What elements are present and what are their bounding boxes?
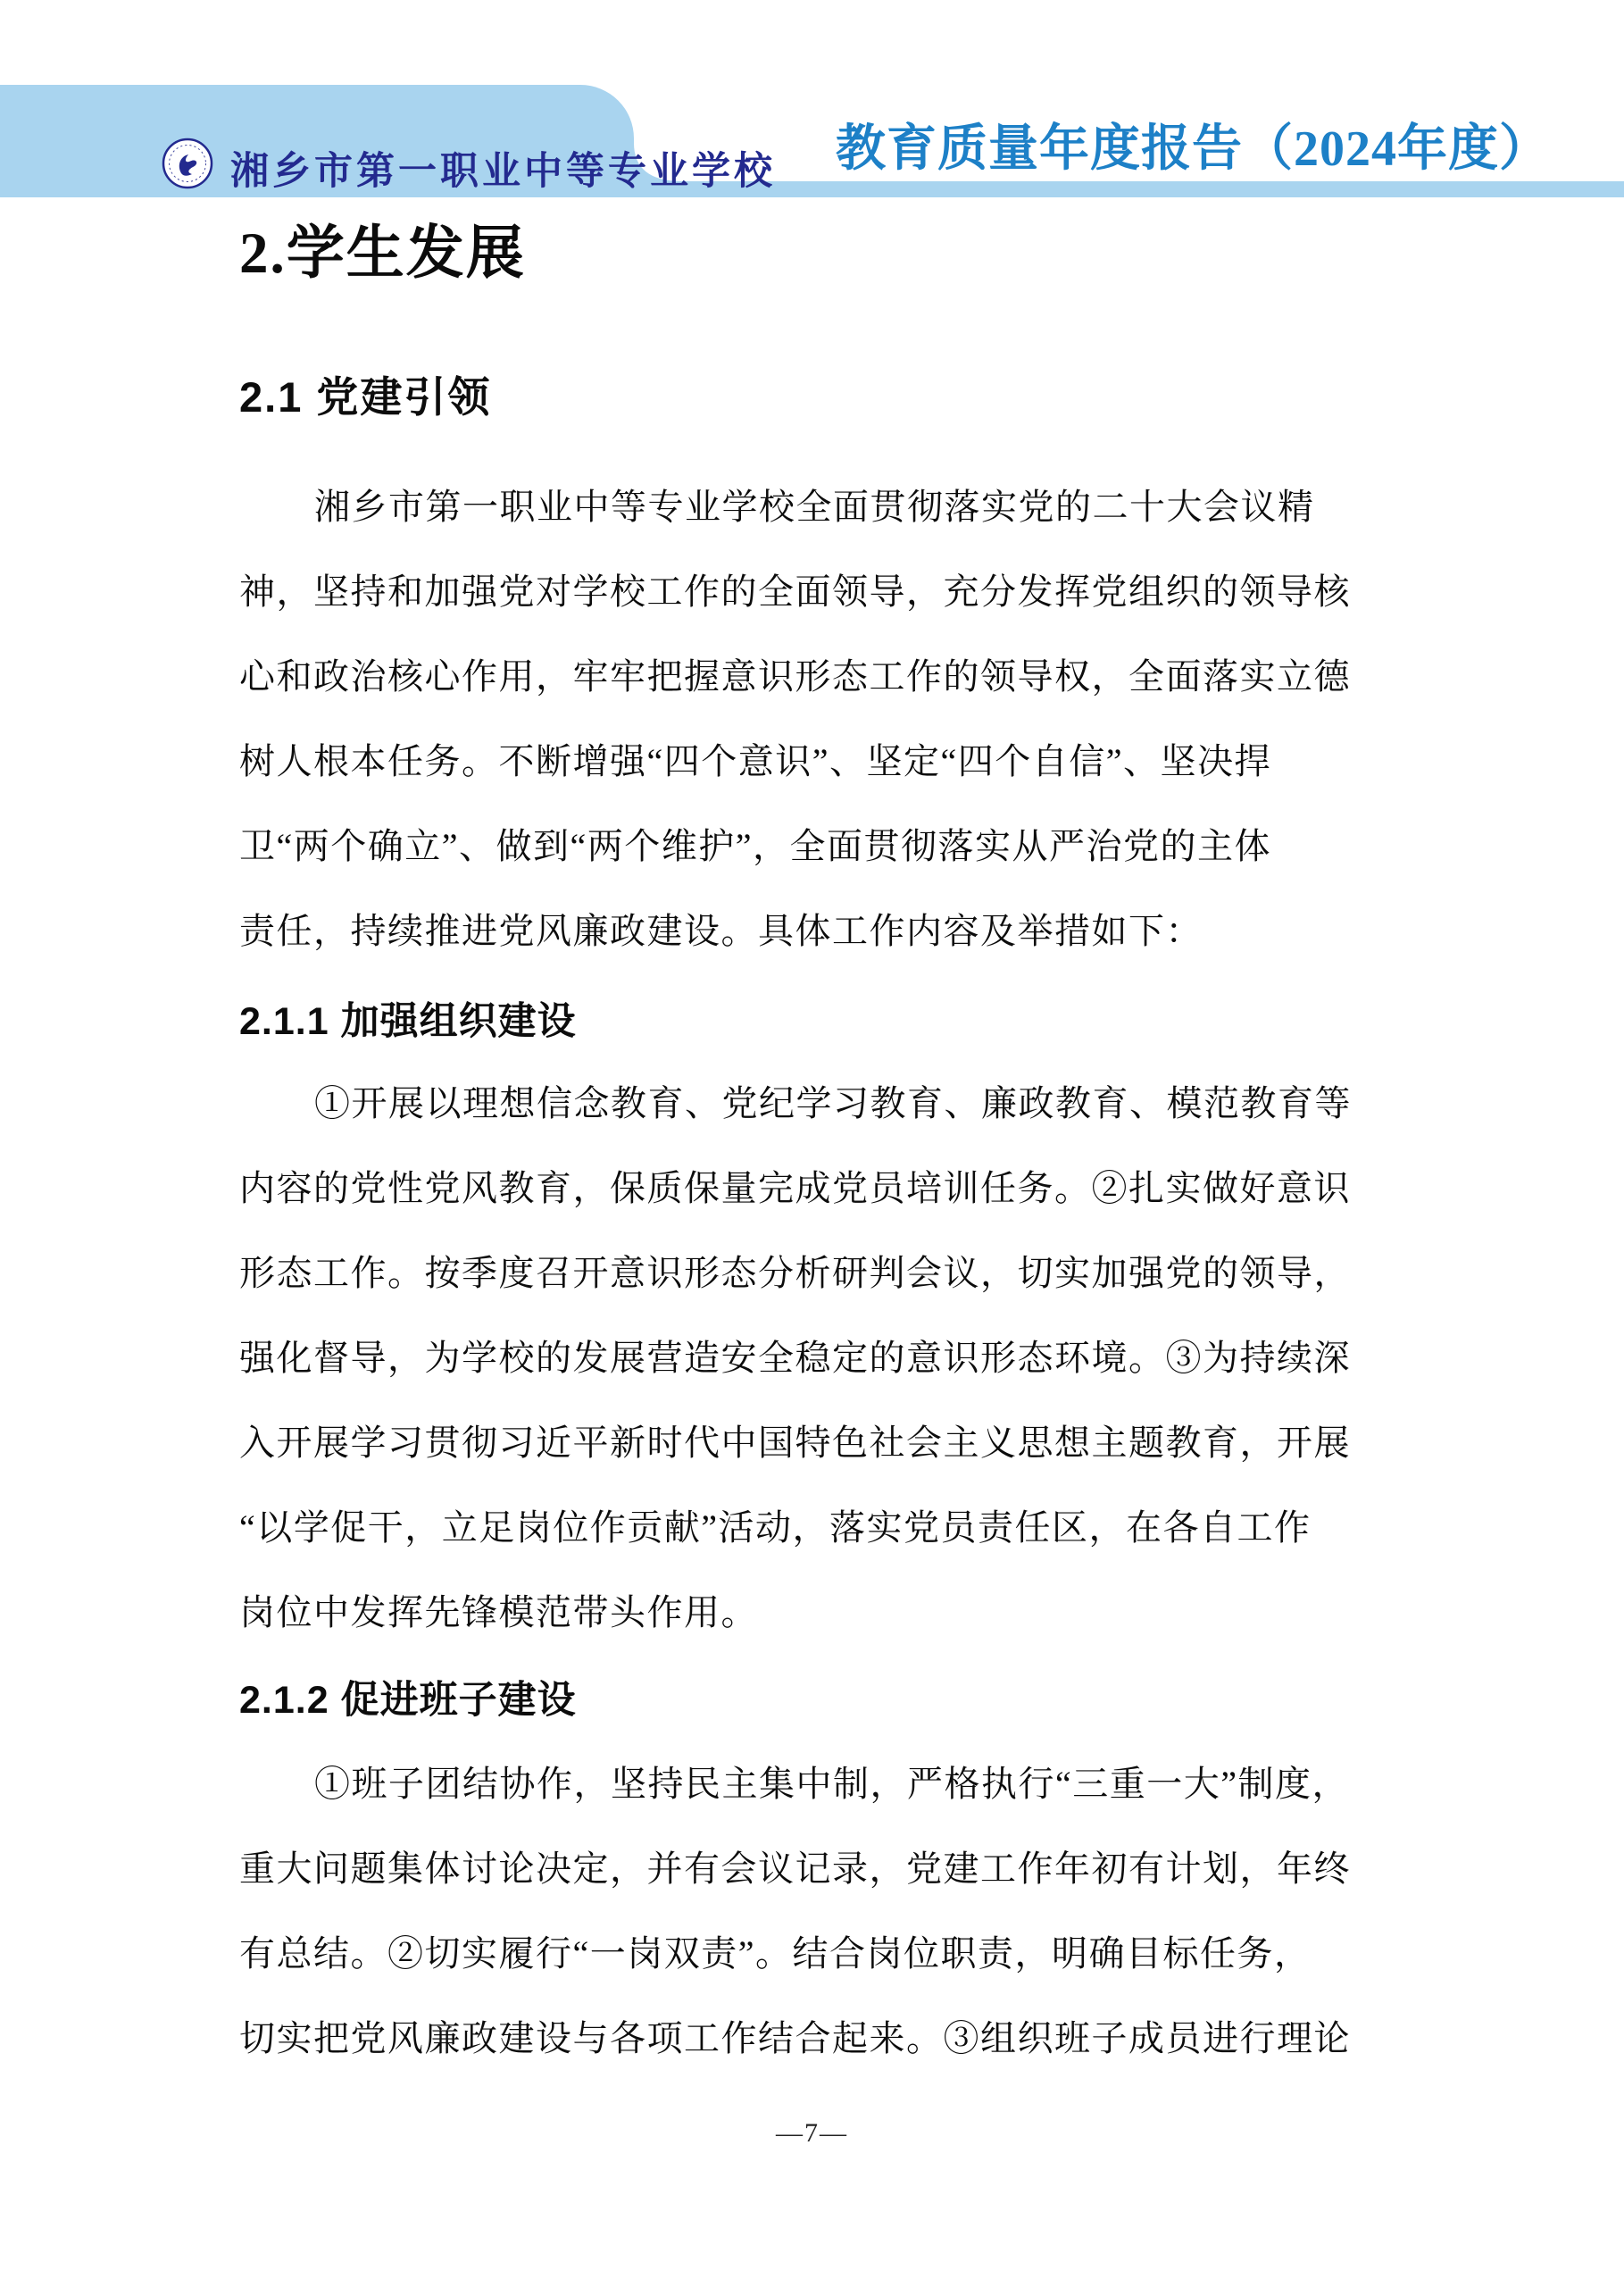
paragraph-line: 切实把党风廉政建设与各项工作结合起来。③组织班子成员进行理论 (239, 2018, 1351, 2058)
paragraph-party-building (239, 464, 1400, 973)
paragraph-line: ①开展以理想信念教育、党纪学习教育、廉政教育、模范教育等 (314, 1083, 1352, 1123)
paragraph-line: 形态工作。按季度召开意识形态分析研判会议，切实加强党的领导， (239, 1253, 1351, 1293)
paragraph-line: 神，坚持和加强党对学校工作的全面领导，充分发挥党组织的领导核 (239, 572, 1351, 612)
school-logo-icon (161, 137, 214, 190)
paragraph-line: 岗位中发挥先锋模范带头作用。 (239, 1592, 758, 1632)
school-name: 湘乡市第一职业中等专业学校 (230, 151, 776, 193)
paragraph-line: 树人根本任务。不断增强“四个意识”、坚定“四个自信”、坚决捍 (239, 741, 1272, 781)
paragraph-line: 入开展学习贯彻习近平新时代中国特色社会主义思想主题教育，开展 (239, 1423, 1351, 1463)
paragraph-line: 有总结。②切实履行“一岗双责”。结合岗位职责，明确目标任务， (239, 1933, 1312, 1974)
paragraph-line: 湘乡市第一职业中等专业学校全面贯彻落实党的二十大会议精 (314, 487, 1315, 527)
subsection-title-leadership-team: 2.1.2 促进班子建设 (239, 1679, 577, 1722)
paragraph-organization-building (239, 1061, 1400, 1655)
chapter-title: 2.学生发展 (239, 221, 526, 286)
paragraph-line: “以学促干，立足岗位作贡献”活动，落实党员责任区，在各自工作 (239, 1507, 1312, 1548)
paragraph-team-building (239, 1741, 1400, 2081)
report-title: 教育质量年度报告（2024年度） (836, 121, 1550, 177)
paragraph-line: 心和政治核心作用，牢牢把握意识形态工作的领导权，全面落实立德 (239, 656, 1351, 697)
paragraph-line: 卫“两个确立”、做到“两个维护”，全面贯彻落实从严治党的主体 (239, 826, 1272, 866)
paragraph-line: 强化督导，为学校的发展营造安全稳定的意识形态环境。③为持续深 (239, 1338, 1351, 1378)
section-title: 2.1 党建引领 (239, 373, 492, 421)
page-number: —7— (776, 2118, 848, 2148)
paragraph-line: 内容的党性党风教育，保质保量完成党员培训任务。②扎实做好意识 (239, 1168, 1351, 1208)
paragraph-line: 责任，持续推进党风廉政建设。具体工作内容及举措如下： (239, 911, 1203, 951)
paragraph-line: ①班子团结协作，坚持民主集中制，严格执行“三重一大”制度， (314, 1764, 1350, 1804)
subsection-title-organization: 2.1.1 加强组织建设 (239, 1000, 577, 1043)
paragraph-line: 重大问题集体讨论决定，并有会议记录，党建工作年初有计划，年终 (239, 1849, 1351, 1889)
